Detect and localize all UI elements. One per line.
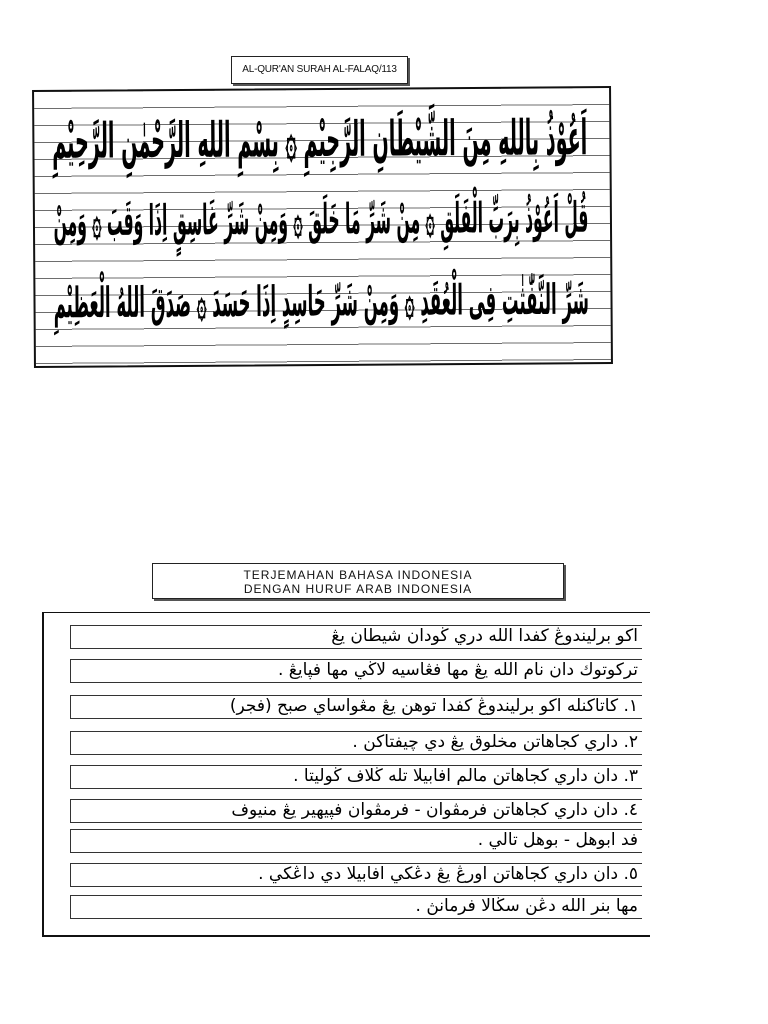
- translation-line-1: اكو برليندوڠ كفدا الله دري ڬودان شيطان يڠ: [331, 626, 638, 646]
- translation-line-6: ٤. دان داري كجاهاتن فرمڤوان - فرمڤوان فڽيهير يڠ منيوف: [231, 800, 638, 820]
- translation-line-3: ١. كاتاكنله اكو برليندوڠ كفدا توهن يڠ مڠواساي صبح (فجر): [229, 696, 638, 716]
- translation-title-line-1: TERJEMAHAN BAHASA INDONESIA: [243, 568, 473, 582]
- arabic-line-1: اَعُوْذُ بِاللهِ مِنَ الشَّيْطَانِ الرَّجِيْمِ ۞ بِسْمِ اللهِ الرَّحْمٰنِ الرَّحِيْمِ: [52, 110, 588, 171]
- translation-line-2: تركوتوك دان نام الله يڠ مها فڠاسيه لاڬي مها فڽايڠ .: [277, 660, 638, 680]
- translation-line-8: ٥. دان داري كجاهاتن اورڠ يڠ دڠكي افابيلا دي داڠكي .: [258, 864, 638, 884]
- arabic-line-2: قُلْ اَعُوْذُ بِرَبِّ الْفَلَقِ ۞ مِنْ شَرِّ مَا خَلَقَ ۞ وَمِنْ شَرِّ غَاسِقٍ اِذَا وَقَبَ ۞ وَمِنْ: [52, 193, 589, 247]
- surah-title-label: AL-QUR'AN SURAH AL-FALAQ/113: [231, 56, 408, 84]
- translation-title-label: [152, 563, 564, 599]
- arabic-text-sheet: [32, 86, 613, 368]
- arabic-line-3: شَرِّ النَّفّٰثٰتِ فِى الْعُقَدِ ۞ وَمِنْ شَرِّ حَاسِدٍ اِذَا حَسَدَ ۞ صَدَقَ اللهُ الْعَظِيْمِ: [52, 275, 589, 329]
- translation-line-5: ٣. دان داري كجاهاتن مالم افابيلا تله ڬلاف ڬوليتا .: [293, 766, 638, 786]
- translation-line-7: فد ابوهل - بوهل تالي .: [477, 830, 638, 850]
- translation-title-line-2: DENGAN HURUF ARAB INDONESIA: [243, 582, 473, 596]
- translation-line-4: ٢. داري كجاهاتن مخلوق يڠ دي چيفتاكن .: [352, 732, 638, 752]
- translation-line-9: مها بنر الله دڠن سڬالا فرمانڽ .: [415, 896, 638, 916]
